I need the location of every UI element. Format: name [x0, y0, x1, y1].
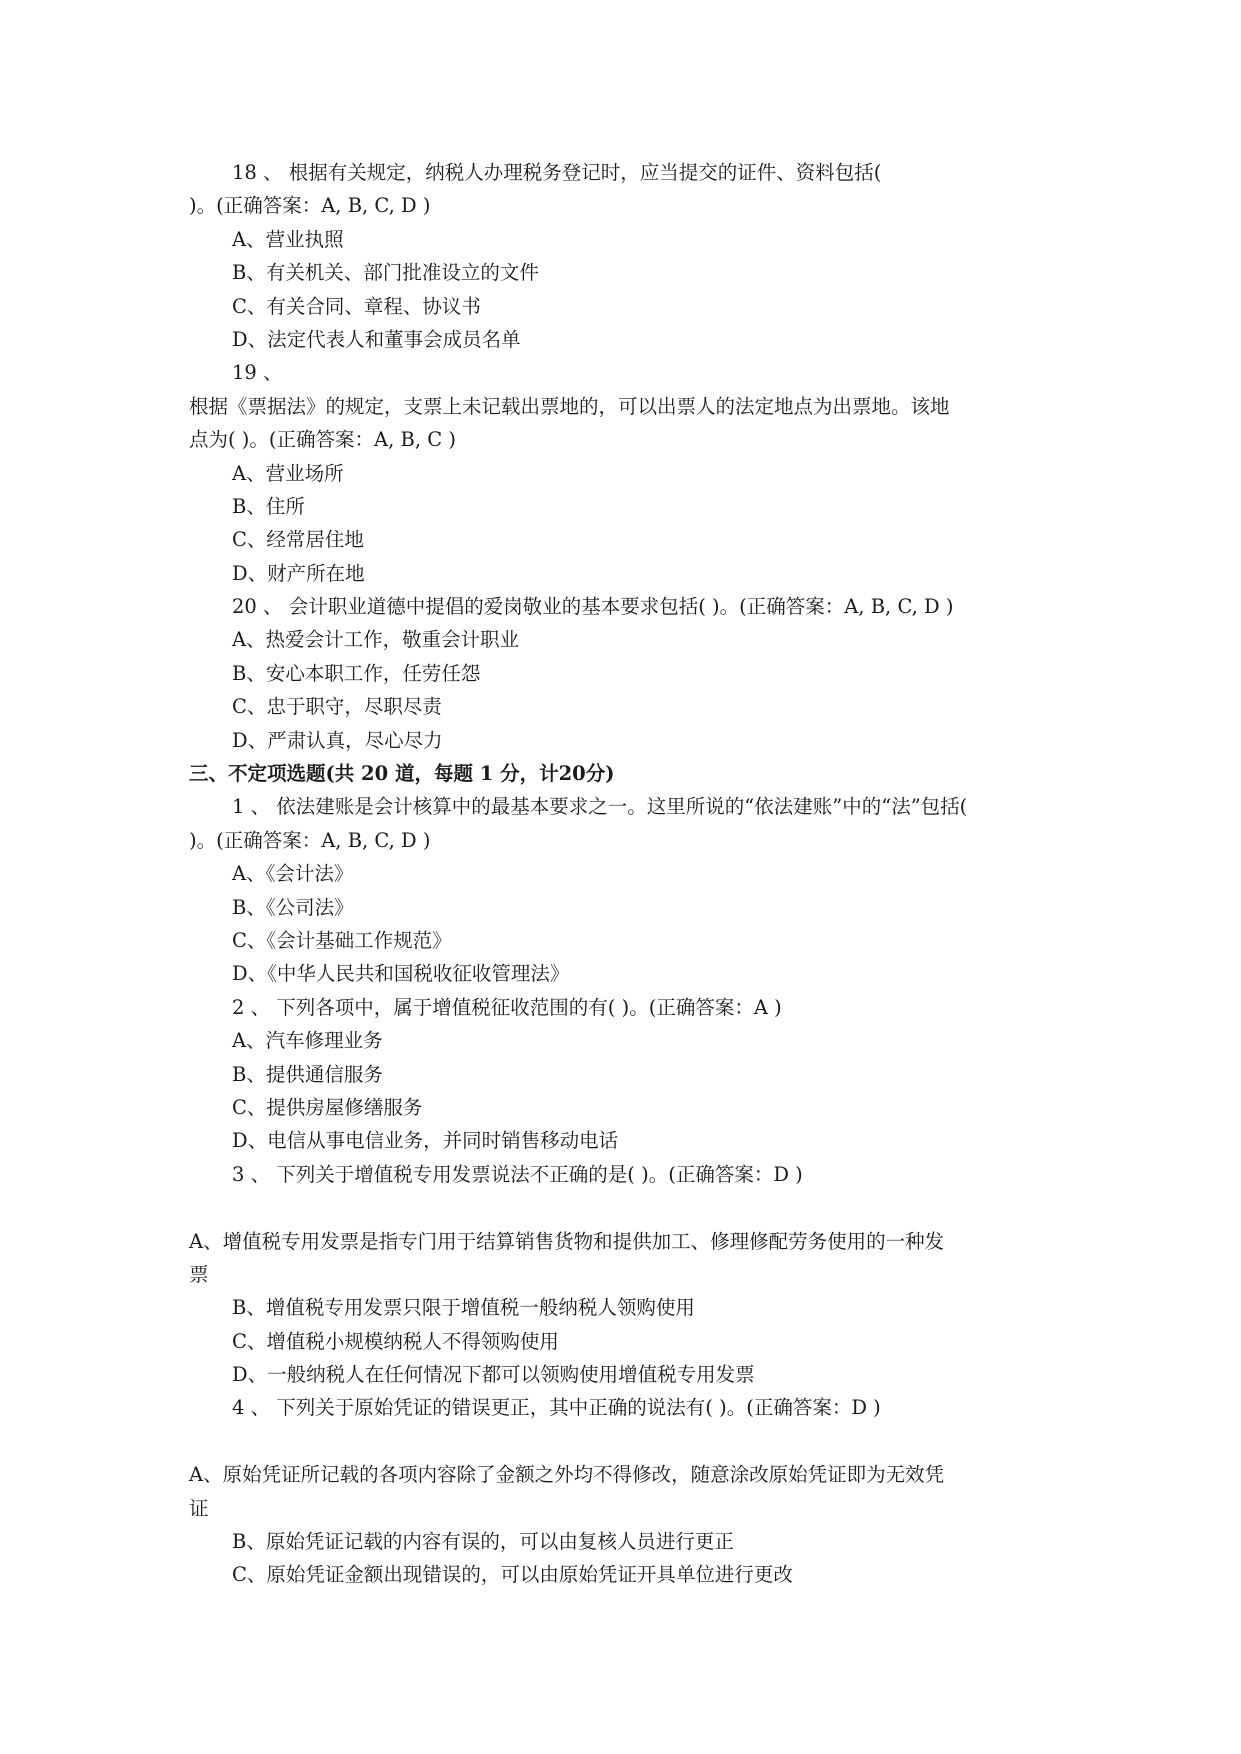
text-line: 18 、 根据有关规定，纳税人办理税务登记时，应当提交的证件、资料包括( — [232, 161, 882, 184]
text-line: B、《公司法》 — [232, 895, 354, 919]
text-line: D、严肃认真，尽心尽力 — [232, 728, 443, 752]
text-line: A、汽车修理业务 — [232, 1029, 383, 1053]
text-line: B、住所 — [232, 494, 305, 518]
text-line: C、《会计基础工作规范》 — [232, 928, 452, 952]
text-line: A、《会计法》 — [232, 862, 354, 886]
text-line: A、热爱会计工作，敬重会计职业 — [232, 628, 520, 652]
text-line: D、电信从事电信业务，并同时销售移动电话 — [232, 1129, 619, 1153]
text-line: C、原始凭证金额出现错误的，可以由原始凭证开具单位进行更改 — [232, 1563, 793, 1587]
text-line: 2 、 下列各项中，属于增值税征收范围的有( )。(正确答案：A ) — [232, 995, 782, 1019]
text-line: C、增值税小规模纳税人不得领购使用 — [232, 1329, 559, 1353]
text-line: 证 — [189, 1496, 209, 1520]
text-line: )。(正确答案：A, B, C, D ) — [189, 194, 431, 218]
text-line: )。(正确答案：A, B, C, D ) — [189, 828, 431, 852]
text-line: A、营业执照 — [232, 227, 344, 251]
text-line: C、有关合同、章程、协议书 — [232, 294, 481, 318]
text-line: B、有关机关、部门批准设立的文件 — [232, 261, 539, 285]
text-line: A、增值税专用发票是指专门用于结算销售货物和提供加工、修理修配劳务使用的一种发 — [189, 1229, 945, 1253]
text-line: 3 、 下列关于增值税专用发票说法不正确的是( )。(正确答案：D ) — [232, 1162, 803, 1186]
document-body — [189, 156, 1069, 1592]
text-line: 根据《票据法》的规定，支票上未记载出票地的，可以出票人的法定地点为出票地。该地 — [189, 394, 950, 418]
text-line: 19 、 — [232, 361, 283, 385]
text-line: D、财产所在地 — [232, 561, 365, 585]
text-line: B、提供通信服务 — [232, 1062, 383, 1086]
text-line: 20 、 会计职业道德中提倡的爱岗敬业的基本要求包括( )。(正确答案：A, B, C, D ) — [232, 595, 954, 619]
section-heading: 三、不定项选题(共 20 道，每题 1 分，计20分) — [189, 762, 615, 786]
text-line: 1 、 依法建账是会计核算中的最基本要求之一。这里所说的“依法建账”中的“法”包括( — [232, 795, 968, 819]
text-line: D、一般纳税人在任何情况下都可以领购使用增值税专用发票 — [232, 1363, 755, 1387]
text-line: B、增值税专用发票只限于增值税一般纳税人领购使用 — [232, 1296, 695, 1320]
blank-line — [189, 1425, 1069, 1458]
text-line: B、原始凭证记载的内容有误的，可以由复核人员进行更正 — [232, 1530, 734, 1554]
text-line: 票 — [189, 1262, 209, 1286]
blank-line — [189, 1191, 1069, 1224]
text-line: C、忠于职守，尽职尽责 — [232, 695, 442, 719]
text-line: B、安心本职工作，任劳任怨 — [232, 661, 481, 685]
text-line: 4 、 下列关于原始凭证的错误更正，其中正确的说法有( )。(正确答案：D ) — [232, 1396, 881, 1420]
text-line: 点为( )。(正确答案：A, B, C ) — [189, 428, 456, 452]
text-line: D、法定代表人和董事会成员名单 — [232, 327, 521, 351]
text-line: D、《中华人民共和国税收征收管理法》 — [232, 962, 570, 986]
text-line: C、提供房屋修缮服务 — [232, 1095, 423, 1119]
text-line: C、经常居住地 — [232, 528, 364, 552]
text-line: A、营业场所 — [232, 461, 344, 485]
text-line: A、原始凭证所记载的各项内容除了金额之外均不得修改，随意涂改原始凭证即为无效凭 — [189, 1463, 945, 1487]
